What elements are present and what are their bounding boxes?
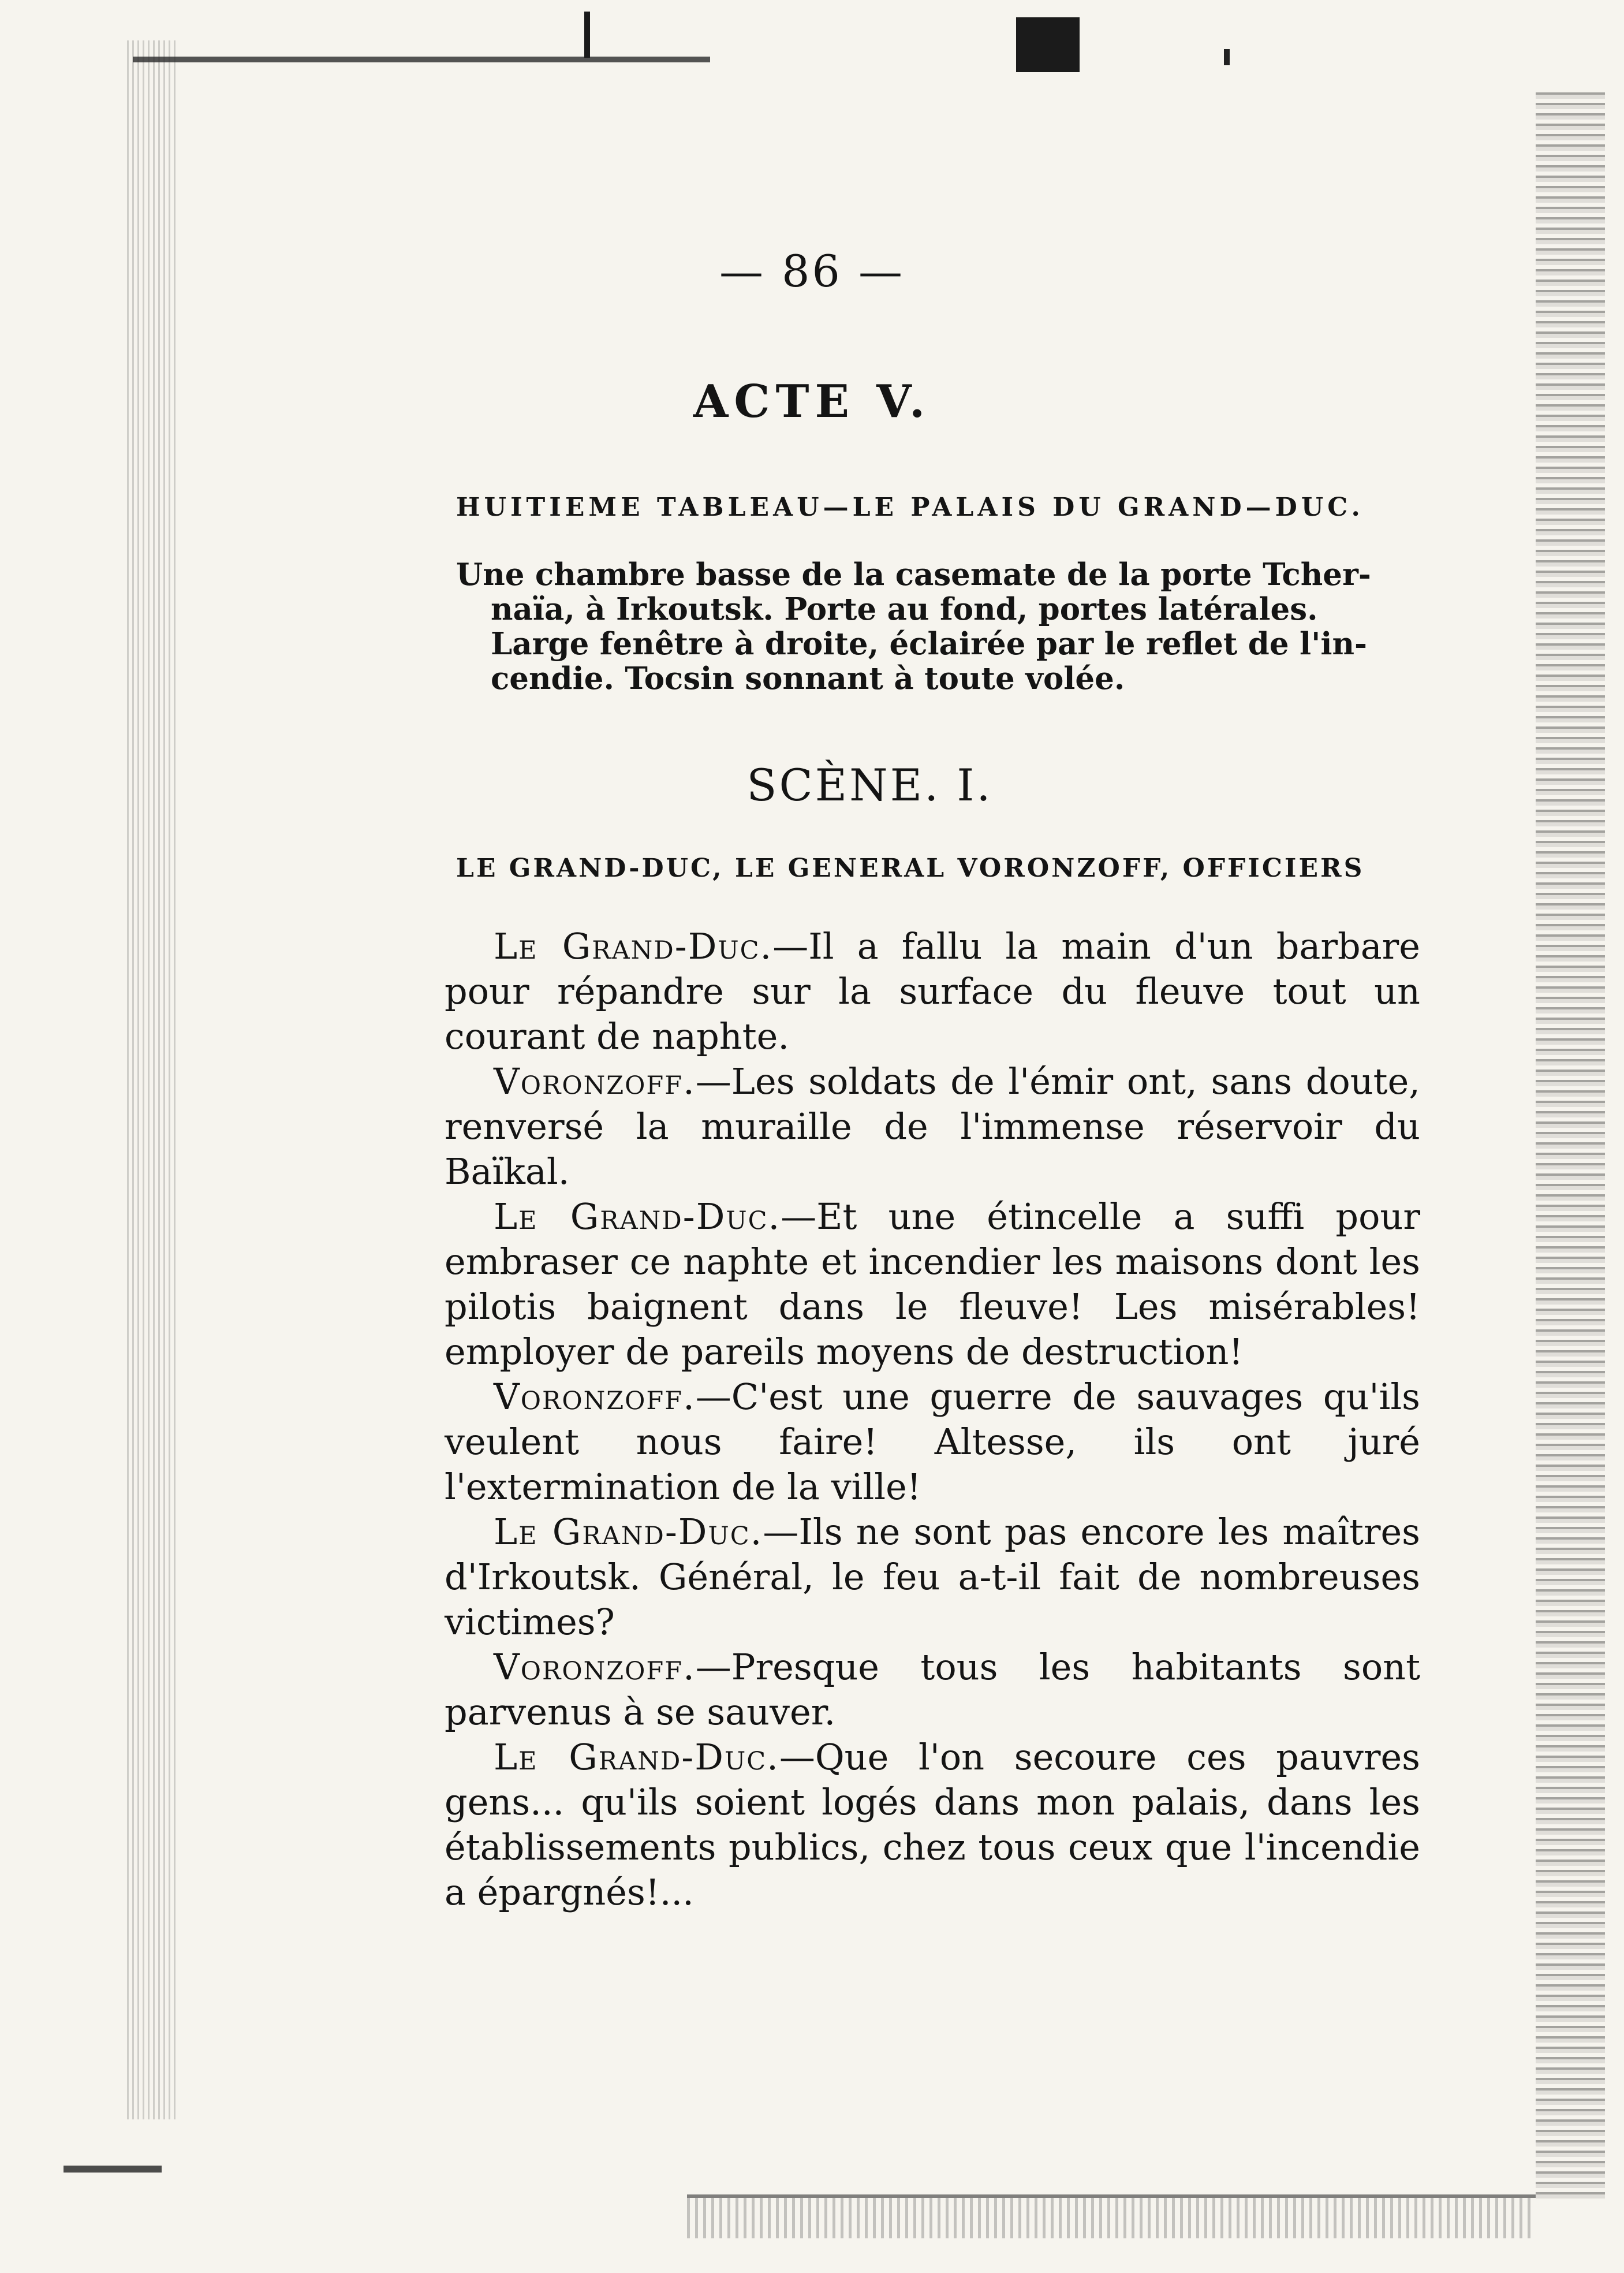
speaker-name: Le Grand-Duc.: [494, 1511, 763, 1553]
top-scan-rule: [133, 57, 710, 62]
bottom-scan-strip: [687, 2194, 1536, 2238]
speaker-name: Le Grand-Duc.: [494, 1736, 779, 1778]
speech: [445, 1735, 1420, 1915]
character-list: LE GRAND-DUC, LE GENERAL VORONZOFF, OFFICIERS: [456, 854, 1365, 883]
top-scan-dot: [1224, 49, 1230, 65]
speech: [445, 1374, 1420, 1510]
stage-direction-line: Large fenêtre à droite, éclairée par le reflet de l'in-: [491, 626, 1368, 662]
tableau-heading: HUITIEME TABLEAU—LE PALAIS DU GRAND—DUC.: [456, 493, 1364, 522]
speech-text: —Que l'on secoure ces pauvres gens... qu'ils soient logés dans mon palais, dans les établissements publics, chez tous ceux que l'incendie a épargnés!...: [445, 1736, 1420, 1913]
stage-direction-line: cendie. Tocsin sonnant à toute volée.: [491, 661, 1125, 696]
speech: [445, 1645, 1420, 1735]
speaker-name: Voronzoff.: [494, 1646, 696, 1688]
speech: [445, 1059, 1420, 1194]
scene-title: SCÈNE. I.: [746, 759, 993, 811]
speaker-name: Voronzoff.: [494, 1376, 696, 1418]
speech: [445, 1194, 1420, 1374]
speech: [445, 1510, 1420, 1645]
stage-direction-line: naïa, à Irkoutsk. Porte au fond, portes latérales.: [491, 591, 1318, 627]
speaker-name: Le Grand-Duc.: [494, 1195, 781, 1238]
speaker-name: Le Grand-Duc.: [494, 925, 773, 967]
top-scan-block: [1016, 17, 1080, 72]
speech-text: —C'est une guerre de sauvages qu'ils veulent nous faire! Altesse, ils ont juré l'extermination de la ville!: [445, 1376, 1420, 1508]
speech-text: —Les soldats de l'émir ont, sans doute, renversé la muraille de l'immense réservoir du Baïkal.: [445, 1060, 1420, 1193]
speech-text: —Presque tous les habitants sont parvenus à se sauver.: [445, 1646, 1420, 1733]
speech-text: —Et une étincelle a suffi pour embraser ce naphte et incendier les maisons dont les pilotis baignent dans le fleuve! Les misérables! employer de pareils moyens de destruction!: [445, 1195, 1420, 1373]
speech-text: —Ils ne sont pas encore les maîtres d'Irkoutsk. Général, le feu a-t-il fait de nombreuses victimes?: [445, 1511, 1421, 1643]
dialogue: [445, 924, 1420, 1915]
act-title: ACTE V.: [693, 375, 931, 428]
page-number: — 86 —: [719, 245, 905, 297]
speaker-name: Voronzoff.: [494, 1060, 696, 1102]
stage-direction: [456, 557, 1432, 696]
speech: [445, 924, 1420, 1059]
speech-text: —Il a fallu la main d'un barbare pour répandre sur la surface du fleuve tout un courant de naphte.: [445, 925, 1420, 1057]
stage-direction-line: Une chambre basse de la casemate de la porte Tcher-: [456, 557, 1371, 593]
binding-edge-shadow: [127, 40, 179, 2119]
bottom-scan-rule: [64, 2166, 162, 2173]
top-scan-mark: [584, 12, 590, 58]
